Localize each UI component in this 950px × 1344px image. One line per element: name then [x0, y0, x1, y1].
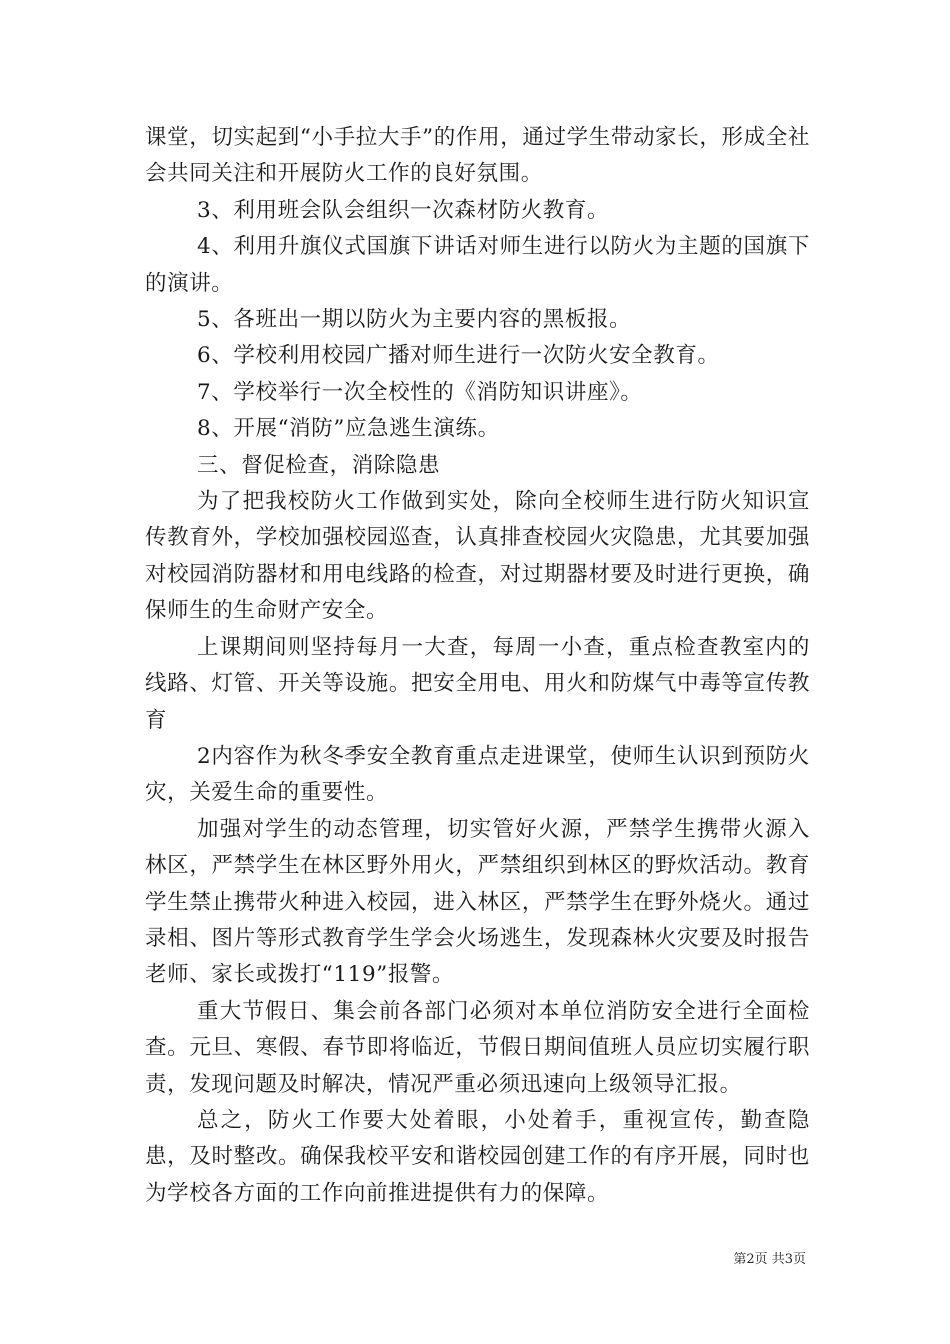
paragraph-14: 总之，防火工作要大处着眼，小处着手，重视宣传，勤查隐患，及时整改。确保我校平安和谐校园创建工作的有序开展，同时也为学校各方面的工作向前推进提供有力的保障。 [145, 1107, 810, 1206]
paragraph-12: 加强对学生的动态管理，切实管好火源，严禁学生携带火源入林区，严禁学生在林区野外用火，严禁组织到林区的野炊活动。教育学生禁止携带火种进入校园，进入林区，严禁学生在野外烧火。通过录相、图片等形式教育学生学会火场逃生，发现森林火灾要及时报告老师、家长或拨打“119”报警。 [145, 816, 810, 988]
paragraph-13: 重大节假日、集会前各部门必须对本单位消防安全进行全面检查。元旦、寒假、春节即将临近，节假日期间值班人员应切实履行职责，发现问题及时解决，情况严重必须迅速向上级领导汇报。 [145, 998, 810, 1097]
paragraph-11: 2内容作为秋冬季安全教育重点走进课堂，使师生认识到预防火灾，关爱生命的重要性。 [145, 743, 810, 806]
paragraph-5: 6、学校利用校园广播对师生进行一次防火安全教育。 [197, 343, 720, 369]
paragraph-7: 8、开展“消防”应急逃生演练。 [197, 416, 500, 442]
page-number: 第2页 共3页 [733, 1252, 806, 1267]
section-heading: 三、督促检查，消除隐患 [197, 452, 441, 478]
paragraph-10: 上课期间则坚持每月一大查，每周一小查，重点检查教室内的线路、灯管、开关等设施。把安全用电、用火和防煤气中毒等宣传教育 [145, 634, 810, 733]
paragraph-9: 为了把我校防火工作做到实处，除向全校师生进行防火知识宣传教育外，学校加强校园巡查，认真排查校园火灾隐患，尤其要加强对校园消防器材和用电线路的检查，对过期器材要及时进行更换，确保师生的生命财产安全。 [145, 489, 810, 624]
paragraph-6: 7、学校举行一次全校性的《消防知识讲座》。 [197, 379, 643, 405]
paragraph-2: 3、利用班会队会组织一次森材防火教育。 [197, 197, 610, 223]
document-body [145, 120, 810, 1212]
paragraph-4: 5、各班出一期以防火为主要内容的黑板报。 [197, 307, 632, 333]
paragraph-1: 课堂，切实起到“小手拉大手”的作用，通过学生带动家长，形成全社会共同关注和开展防火工作的良好氛围。 [145, 125, 810, 187]
paragraph-3: 4、利用升旗仪式国旗下讲话对师生进行以防火为主题的国旗下的演讲。 [145, 234, 810, 296]
